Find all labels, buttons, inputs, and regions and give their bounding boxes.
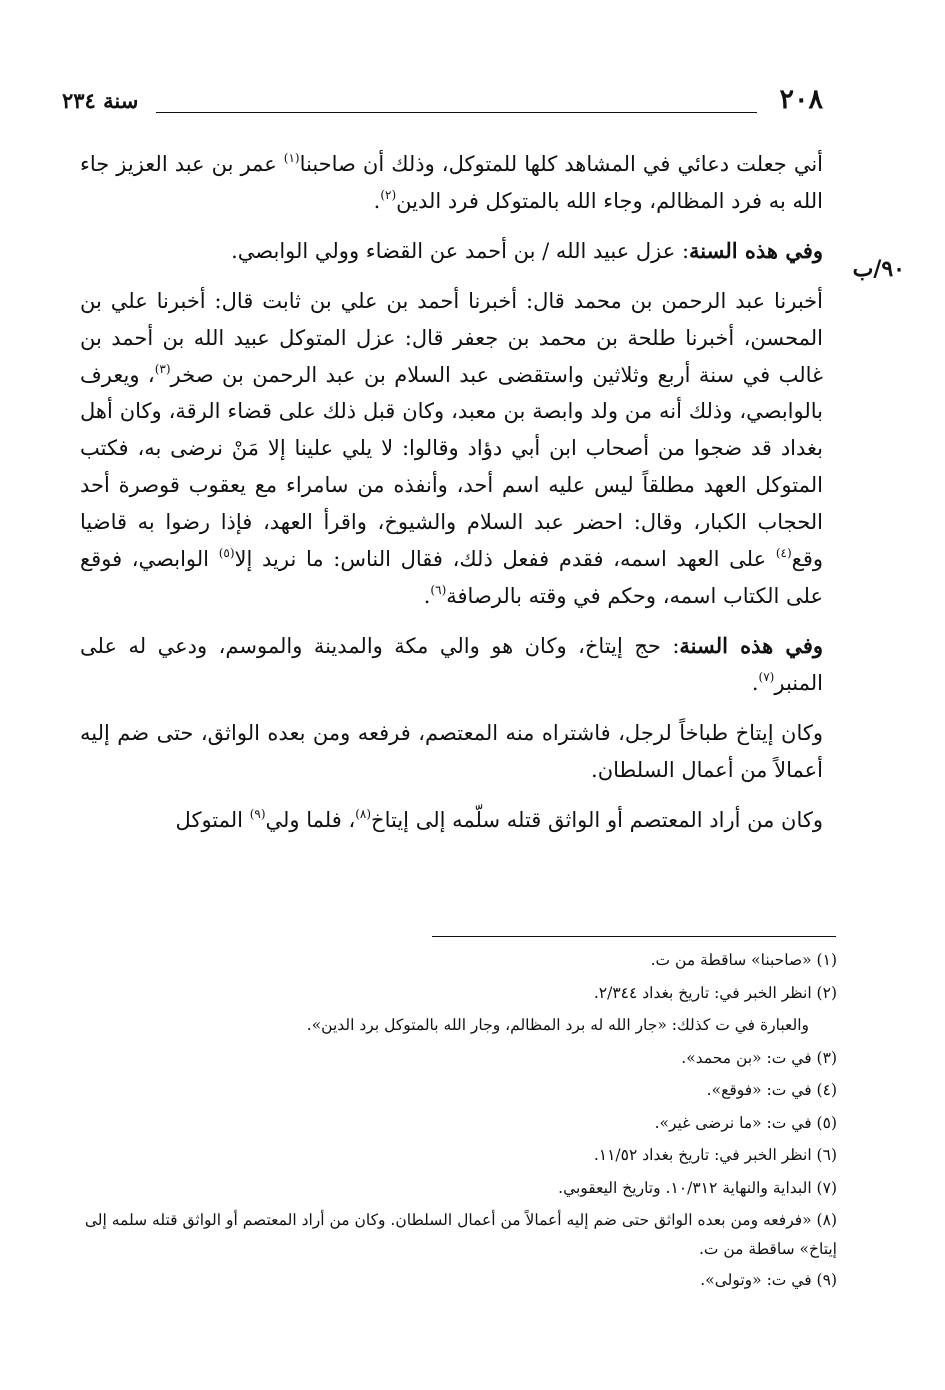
text-run: ، فلما ولي: [265, 807, 356, 832]
footnote-marker-7[interactable]: (٧): [758, 669, 775, 684]
footnote-8: (٨) «فرفعه ومن بعده الواثق حتى ضم إليه أعمالاً من أعمال السلطان. وكان من أراد المعتصم أو الواثق قتله سلمه إلى إيتاخ» ساقطة من ت.: [84, 1211, 837, 1258]
footnote-marker-9[interactable]: (٩): [249, 806, 266, 821]
footnote-3: (٣) في ت: «بن محمد».: [681, 1048, 837, 1067]
footnote-4: (٤) في ت: «فوقع».: [706, 1081, 837, 1099]
section-lead: وفي هذه السنة: [689, 237, 823, 263]
paragraph-1: [80, 146, 823, 220]
footnote-marker-1[interactable]: (١): [283, 151, 300, 165]
footnote-marker-4[interactable]: (٤): [775, 546, 792, 561]
footnote-separator: [432, 936, 836, 937]
text-run: : حج إيتاخ، وكان هو والي مكة والمدينة والموسم، ودعي له على المنبر: [80, 633, 823, 695]
footnote-2-continuation: والعبارة في ت كذلك: «جار الله له برد المظالم، وجار الله بالمتوكل برد الدين».: [306, 1016, 809, 1034]
footnote-6: (٦) انظر الخبر في: تاريخ بغداد ١١/٥٢.: [593, 1146, 837, 1164]
footnote-7: (٧) البداية والنهاية ١٠/٣١٢. وتاريخ اليعقوبي.: [558, 1178, 837, 1197]
footnotes: [60, 944, 837, 1297]
text-run: على العهد اسمه، فقدم ففعل ذلك، فقال الناس: ما نريد إلا: [234, 547, 776, 572]
footnote-9: (٩) في ت: «وتولى».: [700, 1271, 837, 1289]
text-run: : عزل عبيد الله / بن أحمد عن القضاء وولي الوابصي.: [231, 238, 690, 263]
section-lead: وفي هذه السنة: [679, 632, 824, 658]
footnote-marker-5[interactable]: (٥): [218, 546, 235, 561]
header-rule: [156, 112, 757, 113]
paragraph-6: [80, 802, 823, 839]
text-run: المتوكل: [175, 807, 250, 832]
text-run: .: [751, 670, 759, 695]
paragraph-5: [80, 715, 823, 789]
text-run: ، ويعرف بالوابصي، وذلك أنه من ولد وابصة بن معبد، وكان قبل ذلك على قضاء الرقة، وكان أهل بغداد قد ضجوا من أصحاب ابن أبي دؤاد وقالوا: لا يلي علينا إلا مَنْ نرضى به، فكتب المتوكل العهد مطلقاً ليس عليه اسم أحد، وأنفذه من سامراء مع يعقوب قوصرة أحد الحجاب الكبار، وقال: احضر عبد السلام والشيوخ، واقرأ العهد، فإذا رضوا به قاضيا وقع: [80, 362, 823, 572]
text-run: .: [423, 583, 431, 608]
text-run: وكان من أراد المعتصم أو الواثق قتله سلّمه إلى إيتاخ: [371, 807, 823, 832]
paragraph-4: [80, 628, 823, 702]
page-header: [62, 84, 823, 124]
footnote-marker-3[interactable]: (٣): [154, 361, 171, 376]
page-number: ٢٠٨: [779, 84, 823, 115]
footnote-5: (٥) في ت: «ما نرضى غير».: [654, 1113, 837, 1132]
text-run: عمر بن عبد العزيز جاء الله به فرد المظالم، وجاء الله بالمتوكل فرد الدين: [80, 152, 823, 213]
footnote-marker-8[interactable]: (٨): [355, 806, 372, 821]
footnote-marker-6[interactable]: (٦): [430, 582, 447, 597]
footnote-marker-2[interactable]: (٢): [380, 187, 397, 202]
text-run: الوابصي، فوقع على الكتاب اسمه، وحكم في وقته بالرصافة: [80, 547, 823, 608]
footnote-2: (٢) انظر الخبر في: تاريخ بغداد ٢/٣٤٤.: [593, 983, 837, 1002]
text-run: أخبرنا عبد الرحمن بن محمد قال: أخبرنا أحمد بن علي بن ثابت قال: أخبرنا علي بن المحسن، أخبرنا طلحة بن محمد بن جعفر قال: عزل المتوكل عبيد الله بن أحمد بن غالب في سنة أربع وثلاثين واستقضى عبد السلام بن عبد الرحمن بن صخر: [80, 288, 823, 387]
manuscript-folio-note: ٩٠/ب: [852, 256, 905, 282]
text-run: وكان إيتاخ طباخاً لرجل، فاشتراه منه المعتصم، فرفعه ومن بعده الواثق، حتى ضم إليه أعمالاً من أعمال السلطان.: [80, 720, 823, 782]
text-run: .: [373, 188, 381, 213]
running-title: سنة ٢٣٤: [62, 88, 139, 113]
paragraph-2: [80, 233, 823, 270]
text-run: أني جعلت دعائي في المشاهد كلها للمتوكل، وذلك أن صاحبنا: [299, 152, 823, 176]
main-text: [80, 146, 823, 838]
footnote-1: (١) «صاحبنا» ساقطة من ت.: [650, 951, 837, 969]
paragraph-3: [80, 283, 823, 615]
